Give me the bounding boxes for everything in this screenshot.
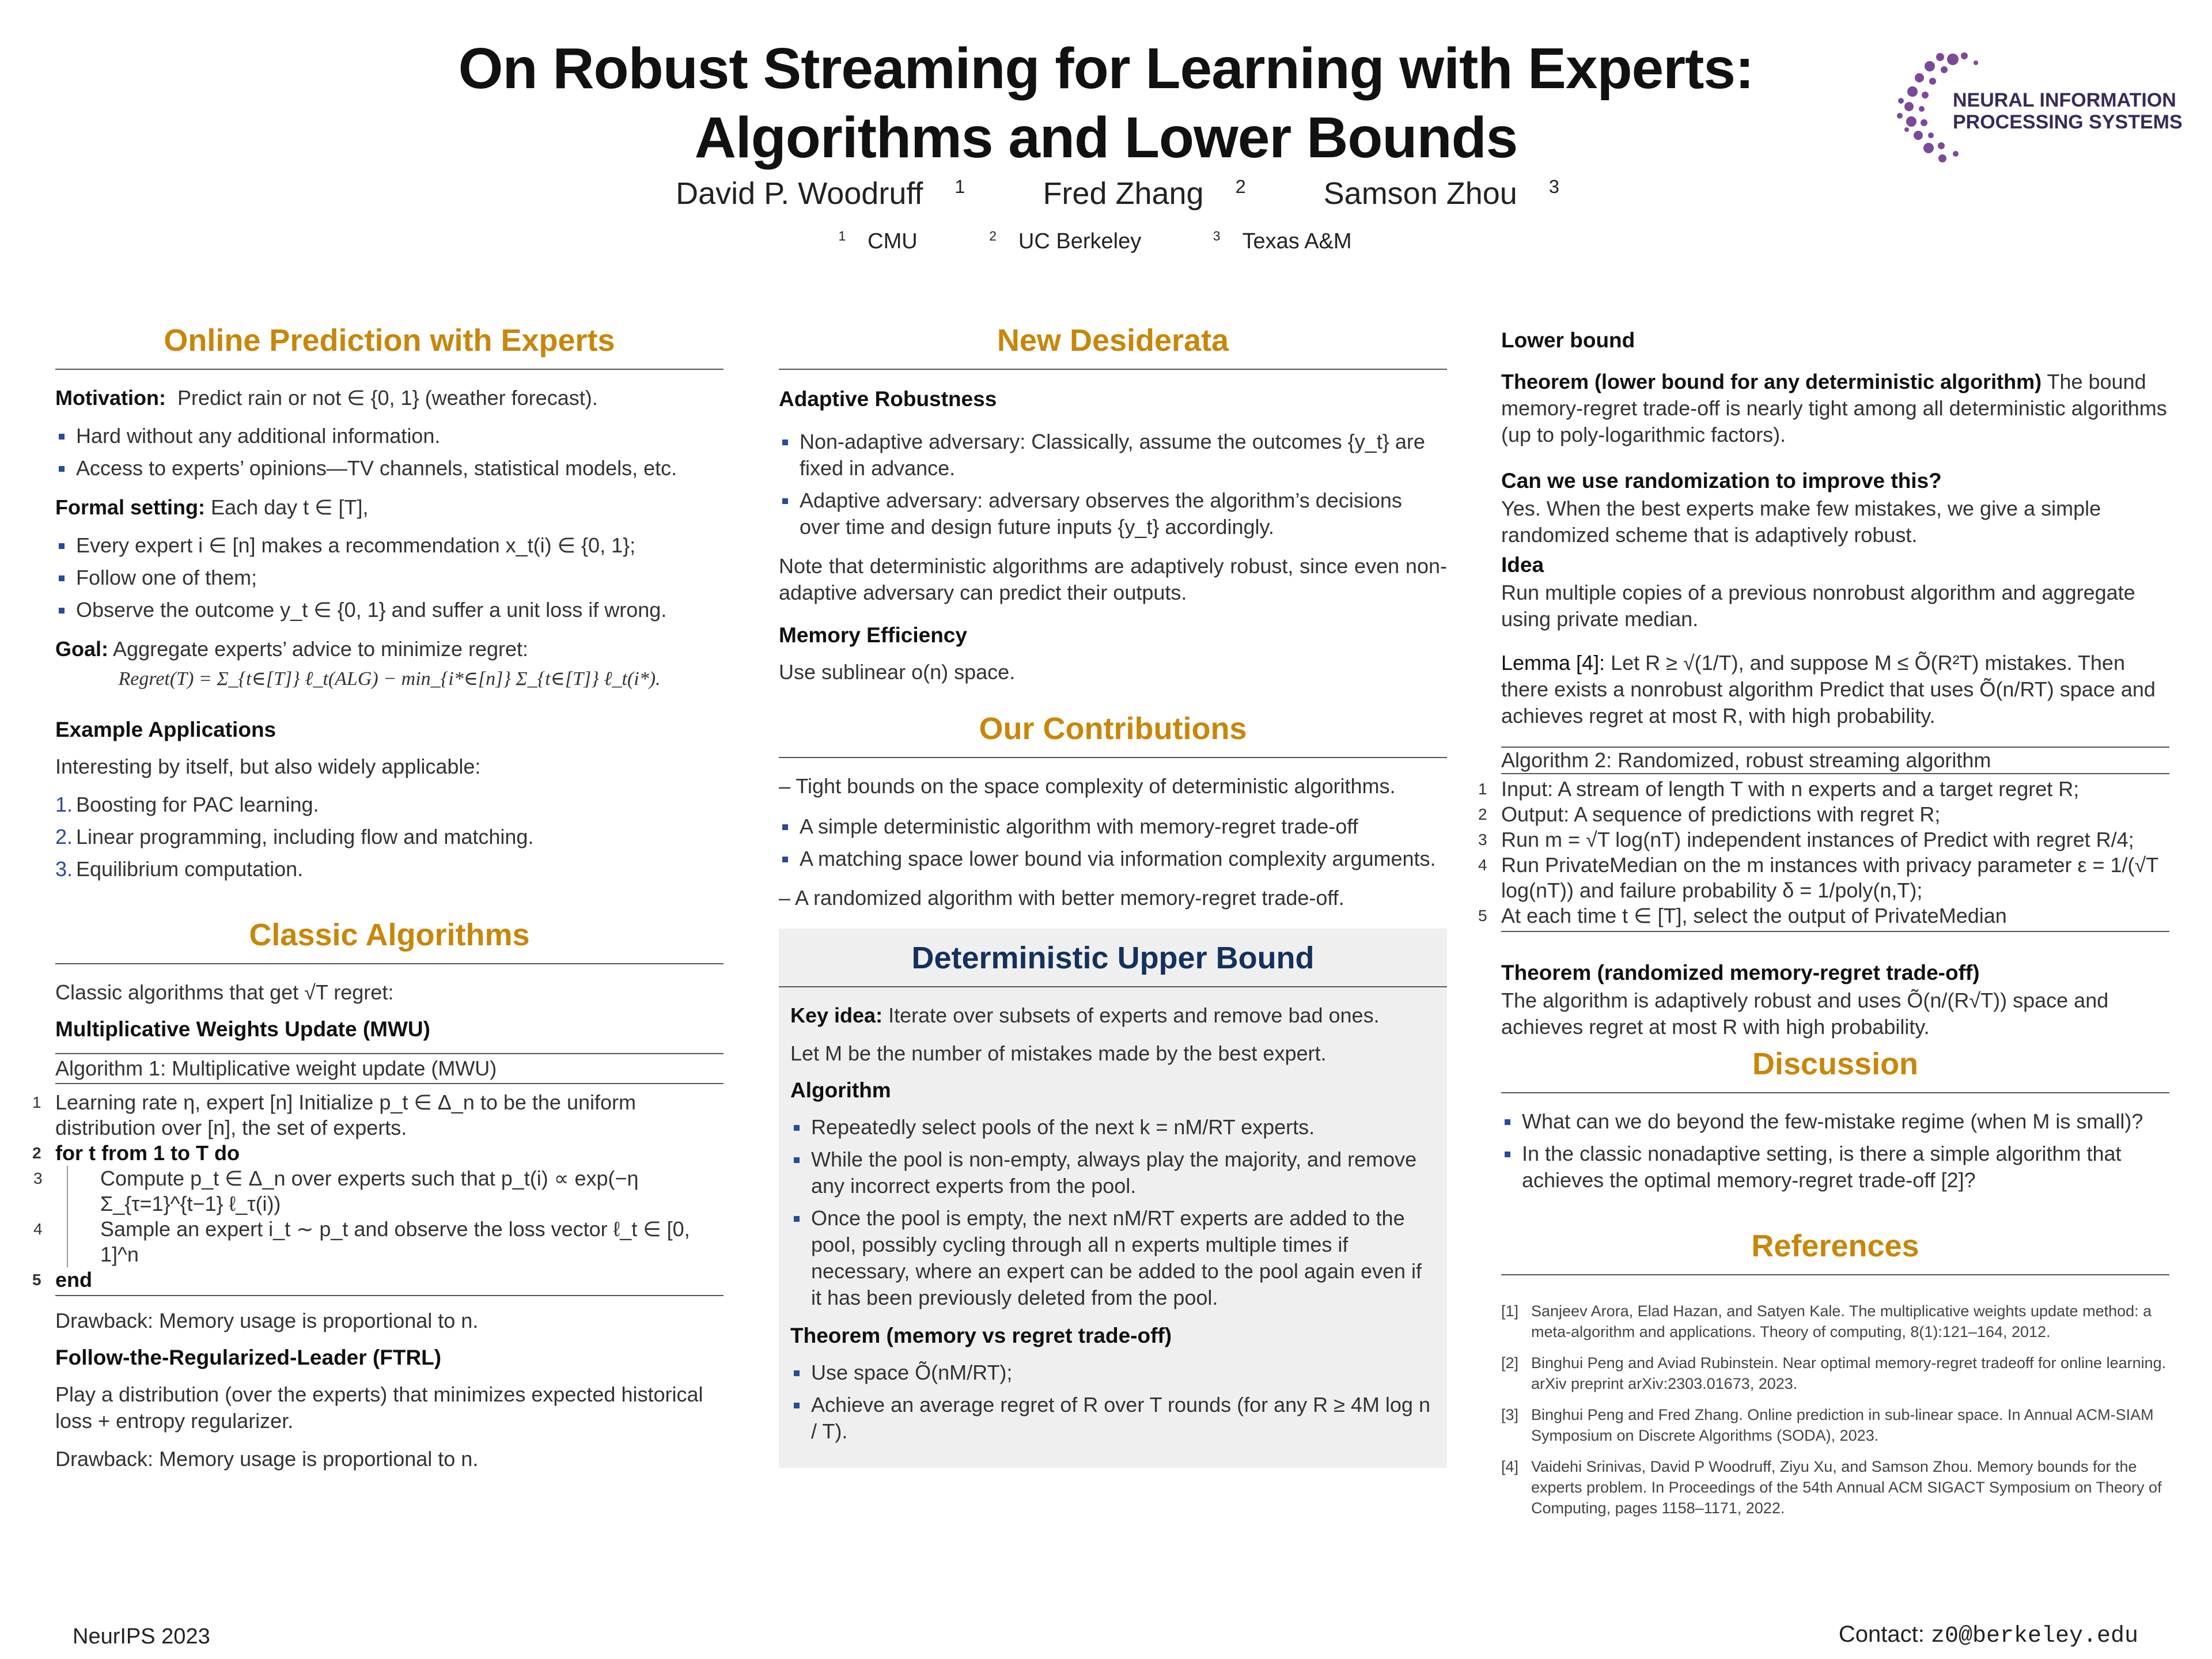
author: David P. Woodruff $^1$ <box>676 176 965 211</box>
contribution-randomized: – A randomized algorithm with better memory-regret trade-off. <box>779 886 1344 910</box>
list-item: Once the pool is empty, the next nM/RT experts are added to the pool, possibly cycling through all n experts multiple times if necessary, where an expert can be added to the pool again even if it has been previously deleted from the pool. <box>790 1205 1435 1311</box>
algorithm-2-header: Algorithm 2: Randomized, robust streaming algorithm <box>1501 747 2169 774</box>
reference-item: [4] Vaidehi Srinivas, David P Woodruff, Ziyu Xu, and Samson Zhou. Memory bounds for the experts problem. In Proceedings of the 54th Annual ACM SIGACT Symposium on Theory of Computing, pages 1158–1171, 2022. <box>1501 1458 2162 1517</box>
affiliation: $^3$ Texas A&M <box>1213 228 1352 253</box>
reference-item: [3] Binghui Peng and Fred Zhang. Online prediction in sub-linear space. In Annual ACM-SIAM Symposium on Discrete Algorithms (SODA), 2023. <box>1501 1406 2154 1444</box>
algorithm-1-body <box>32 1090 724 1296</box>
algorithm-heading: Algorithm <box>790 1078 891 1102</box>
algorithm-line: 2 for t from 1 to T do <box>32 1141 240 1165</box>
formal-list <box>55 532 724 623</box>
section-title-new-desiderata: New Desiderata <box>779 323 1447 370</box>
idea-text: Run multiple copies of a previous nonrobust algorithm and aggregate using private median. <box>1501 581 2135 631</box>
algorithm-line: 5 end <box>32 1268 93 1291</box>
section-title-our-contributions: Our Contributions <box>779 711 1447 758</box>
list-item: Adaptive adversary: adversary observes the algorithm’s decisions over time and design future inputs {y_t} accordingly. <box>779 487 1447 540</box>
list-item: Repeatedly select pools of the next k = nM/RT experts. <box>790 1114 1435 1141</box>
column-2 <box>779 323 1447 1468</box>
applications-intro: Interesting by itself, but also widely applicable: <box>55 755 481 778</box>
memory-efficiency-text: Use sublinear o(n) space. <box>779 660 1016 684</box>
adaptive-list <box>779 429 1447 540</box>
affiliation-list <box>0 229 2212 254</box>
algorithm-line: 1 Learning rate η, expert [n] Initialize p_t ∈ Δ_n to be the uniform distribution over [n], the set of experts. <box>32 1090 636 1139</box>
affiliation: $^2$ UC Berkeley <box>989 228 1142 253</box>
venue-label: NeurIPS 2023 <box>73 1624 210 1649</box>
motivation-list <box>55 423 724 482</box>
reference-item: [2] Binghui Peng and Aviad Rubinstein. Near optimal memory-regret tradeoff for online learning. arXiv preprint arXiv:2303.01673, 2023. <box>1501 1354 2166 1392</box>
lower-bound-heading: Lower bound <box>1501 328 1635 352</box>
randomized-theorem-text: The algorithm is adaptively robust and uses Õ(n/(R√T)) space and achieves regret at most R with high probability. <box>1501 988 2109 1039</box>
contact: Contact: z0@berkeley.edu <box>1838 1622 2138 1649</box>
algorithm-2-body <box>1478 777 2169 932</box>
list-item: Non-adaptive adversary: Classically, assume the outcomes {y_t} are fixed in advance. <box>779 429 1447 482</box>
memory-efficiency-heading: Memory Efficiency <box>779 623 967 647</box>
column-3 <box>1478 328 2169 1529</box>
list-item: Observe the outcome y_t ∈ {0, 1} and suffer a unit loss if wrong. <box>55 597 724 623</box>
section-title-deterministic-upper-bound: Deterministic Upper Bound <box>779 940 1447 987</box>
list-item: 1. Boosting for PAC learning. <box>55 793 319 816</box>
tradeoff-theorem-heading: Theorem (memory vs regret trade-off) <box>790 1324 1172 1347</box>
section-title-discussion: Discussion <box>1501 1046 2169 1093</box>
ftrl-heading: Follow-the-Regularized-Leader (FTRL) <box>55 1346 442 1369</box>
author: Samson Zhou $^3$ <box>1323 176 1559 211</box>
list-item: Achieve an average regret of R over T rounds (for any R ≥ 4M log n / T). <box>790 1392 1435 1445</box>
algorithm-line: 4 Run PrivateMedian on the m instances with privacy parameter ε = 1/(√T log(nT)) and failure probability δ = 1/poly(n,T); <box>1478 853 2158 902</box>
reference-item: [1] Sanjeev Arora, Elad Hazan, and Satyen Kale. The multiplicative weights update method: a meta-algorithm and applications. Theory of computing, 8(1):121–164, 2012. <box>1501 1302 2152 1340</box>
formal-setting: Formal setting: Each day t ∈ [T], <box>55 495 369 519</box>
neurips-logo-text: NEURAL INFORMATION PROCESSING SYSTEMS <box>1953 89 2183 133</box>
list-item: Use space Õ(nM/RT); <box>790 1359 1435 1386</box>
reference-list <box>1501 1301 2169 1518</box>
list-item: 2. Linear programming, including flow and matching. <box>55 825 534 849</box>
contribution-list <box>779 813 1447 872</box>
algorithm-line: 3 Compute p_t ∈ Δ_n over experts such that p_t(i) ∝ exp(−η Σ_{τ=1}^{t−1} ℓ_τ(i)) <box>67 1166 724 1217</box>
randomization-text: Yes. When the best experts make few mistakes, we give a simple randomized scheme that is adaptively robust. <box>1501 497 2101 547</box>
tradeoff-list <box>790 1359 1435 1445</box>
deterministic-upper-bound-box <box>779 929 1447 1468</box>
affiliation: $^1$ CMU <box>838 228 918 253</box>
list-item: Access to experts’ opinions—TV channels, statistical models, etc. <box>55 455 724 482</box>
example-applications-heading: Example Applications <box>55 718 276 741</box>
lemma: Lemma [4]: Let R ≥ √(1/T), and suppose M ≤ Õ(R²T) mistakes. Then there exists a nonrobust algorithm Predict that uses Õ(n/RT) space and achieves regret at most R, with high probability. <box>1501 651 2156 728</box>
randomization-heading: Can we use randomization to improve this? <box>1501 469 1942 493</box>
poster-title-line1: On Robust Streaming for Learning with Experts: <box>458 36 1754 101</box>
section-title-references: References <box>1501 1228 2169 1275</box>
deterministic-note: Note that deterministic algorithms are adaptively robust, since even non-adaptive adversary can predict their outputs. <box>779 554 1447 604</box>
author-list <box>0 176 2212 211</box>
list-item: While the pool is non-empty, always play the majority, and remove any incorrect experts from the pool. <box>790 1146 1435 1199</box>
randomized-theorem-heading: Theorem (randomized memory-regret trade-off) <box>1501 961 1980 984</box>
list-item: What can we do beyond the few-mistake regime (when M is small)? <box>1501 1108 2169 1135</box>
algorithm-line: 1 Input: A stream of length T with n experts and a target regret R; <box>1478 777 2080 801</box>
motivation: Motivation: Predict rain or not ∈ {0, 1} (weather forecast). <box>55 386 598 410</box>
algorithm-line: 3 Run m = √T log(nT) independent instances of Predict with regret R/4; <box>1478 828 2134 851</box>
drawback-mwu: Drawback: Memory usage is proportional to n. <box>55 1309 479 1332</box>
mistakes-definition: Let M be the number of mistakes made by the best expert. <box>790 1041 1327 1065</box>
section-title-classic-algorithms: Classic Algorithms <box>55 917 724 964</box>
author: Fred Zhang $^2$ <box>1043 176 1246 211</box>
mwu-heading: Multiplicative Weights Update (MWU) <box>55 1017 430 1041</box>
discussion-list <box>1501 1108 2169 1194</box>
regret-formula: Regret(T) = Σ_{t∈[T]} ℓ_t(ALG) − min_{i*∈[n]} Σ_{t∈[T]} ℓ_t(i*). <box>118 668 661 690</box>
contact-email[interactable]: z0@berkeley.edu <box>1930 1623 2138 1649</box>
ftrl-text: Play a distribution (over the experts) that minimizes expected historical loss + entropy regularizer. <box>55 1382 703 1433</box>
algorithm-list <box>790 1114 1435 1311</box>
drawback-ftrl: Drawback: Memory usage is proportional to n. <box>55 1447 479 1471</box>
section-title-online-prediction: Online Prediction with Experts <box>55 323 724 370</box>
classic-intro: Classic algorithms that get √T regret: <box>55 980 394 1004</box>
lower-bound-theorem: Theorem (lower bound for any deterministic algorithm) The bound memory-regret trade-off is nearly tight among all deterministic algorithms (up to poly-logarithmic factors). <box>1501 370 2167 446</box>
list-item: Every expert i ∈ [n] makes a recommendation x_t(i) ∈ {0, 1}; <box>55 532 724 559</box>
goal: Goal: Aggregate experts’ advice to minimize regret: <box>55 637 529 661</box>
algorithm-line: 4 Sample an expert i_t ∼ p_t and observe the loss vector ℓ_t ∈ [0, 1]^n <box>67 1217 724 1267</box>
list-item: A matching space lower bound via information complexity arguments. <box>779 846 1447 872</box>
list-item: A simple deterministic algorithm with memory-regret trade-off <box>779 813 1447 840</box>
algorithm-1-header: Algorithm 1: Multiplicative weight update (MWU) <box>55 1053 724 1084</box>
algorithm-line: 2 Output: A sequence of predictions with regret R; <box>1478 802 1941 826</box>
applications-list <box>55 791 724 882</box>
contribution-deterministic: – Tight bounds on the space complexity of deterministic algorithms. <box>779 774 1396 798</box>
adaptive-robustness-heading: Adaptive Robustness <box>779 387 997 411</box>
list-item: Hard without any additional information. <box>55 423 724 449</box>
algorithm-line: 5 At each time t ∈ [T], select the output of PrivateMedian <box>1478 904 2007 927</box>
list-item: 3. Equilibrium computation. <box>55 857 304 881</box>
poster-title-line2: Algorithms and Lower Bounds <box>694 105 1518 170</box>
idea-heading: Idea <box>1501 553 1544 577</box>
column-1 <box>32 323 724 1484</box>
key-idea: Key idea: Iterate over subsets of experts and remove bad ones. <box>790 1003 1380 1027</box>
list-item: Follow one of them; <box>55 565 724 591</box>
list-item: In the classic nonadaptive setting, is there a simple algorithm that achieves the optimal memory-regret trade-off [2]? <box>1501 1141 2169 1194</box>
